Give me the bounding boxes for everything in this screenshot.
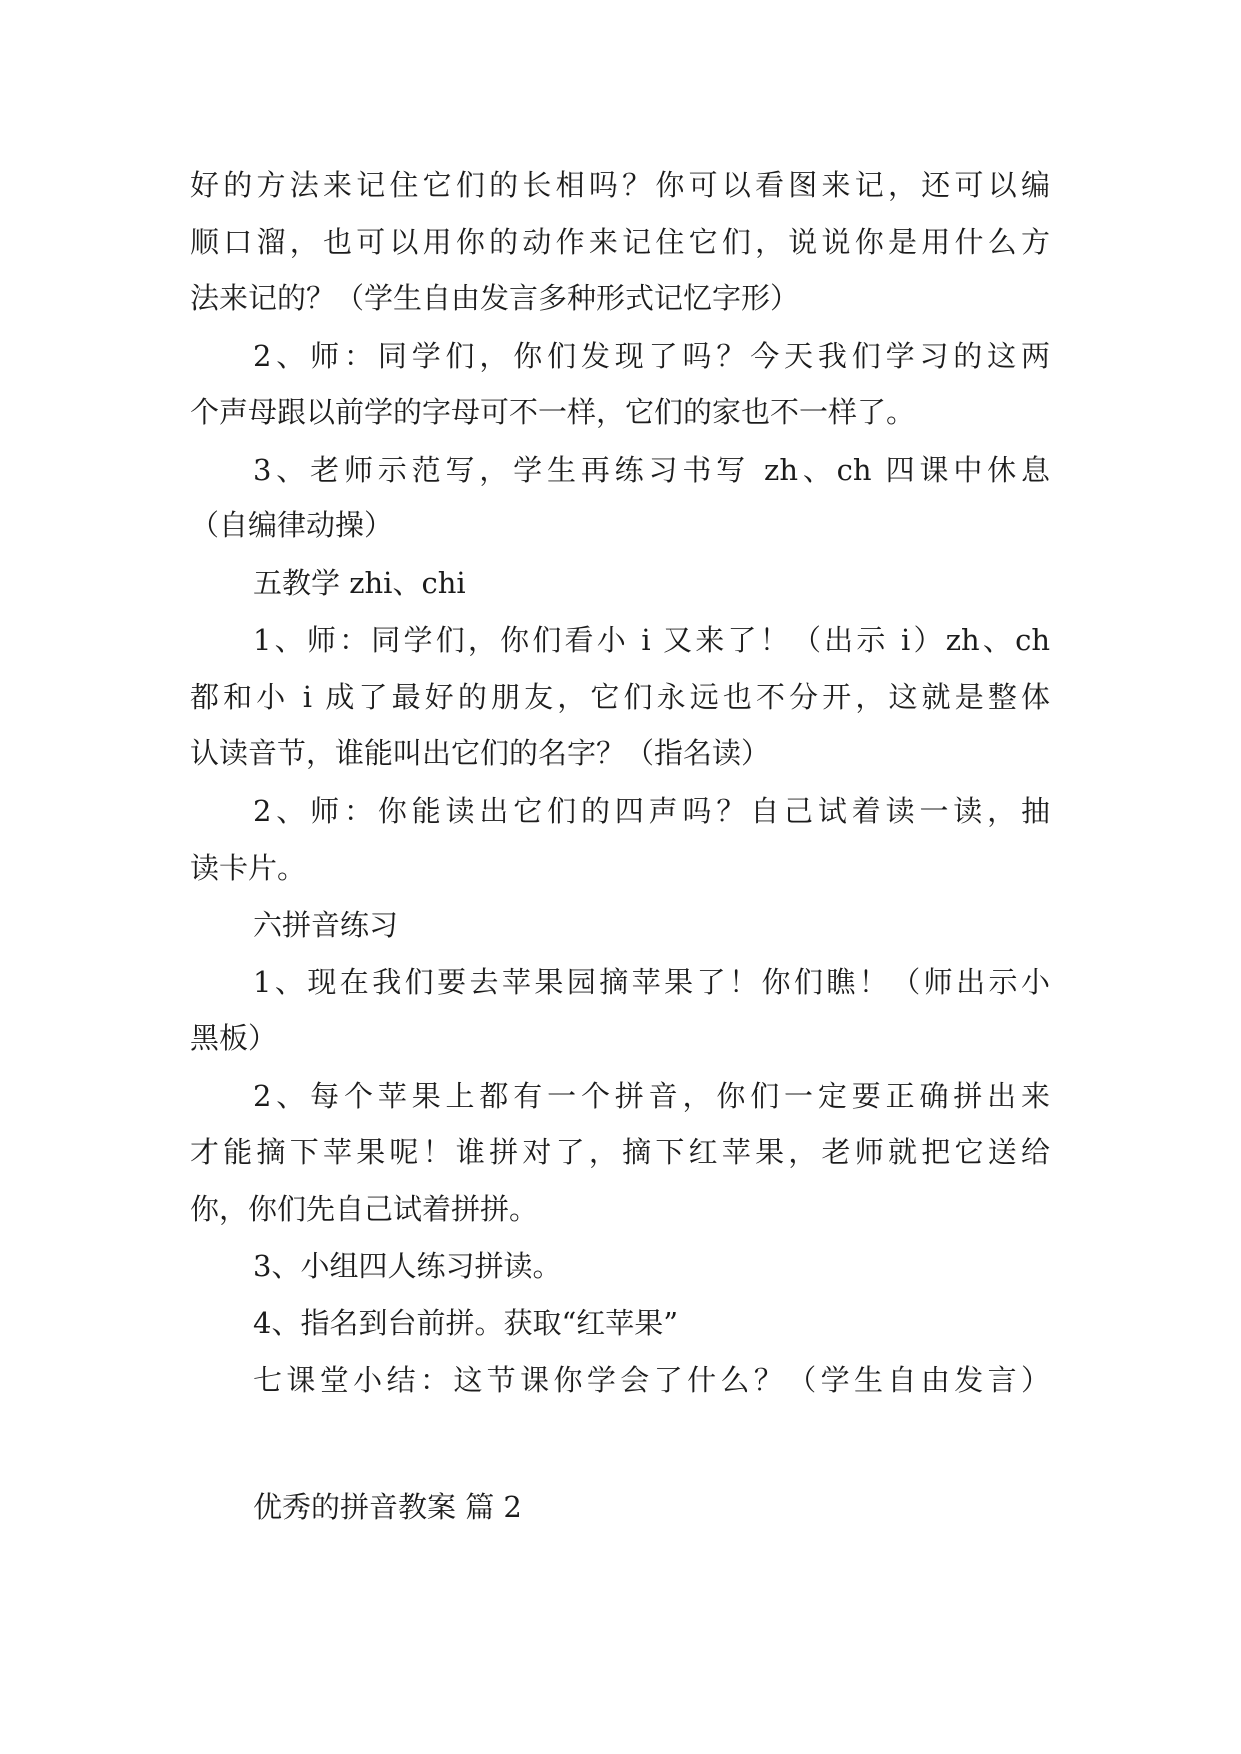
text-line: 1、现在我们要去苹果园摘苹果了！你们瞧！（师出示小 [253, 965, 1050, 999]
text-line: 4、指名到台前拼。获取“红苹果” [253, 1306, 679, 1340]
text-line: （自编律动操） [190, 508, 394, 542]
text-line: 2、每个苹果上都有一个拼音，你们一定要正确拼出来 [253, 1079, 1050, 1113]
text-line: 个声母跟以前学的字母可不一样，它们的家也不一样了。 [190, 395, 916, 429]
section-heading: 五教学 zhi、chi [253, 566, 466, 600]
text-line: 1、师：同学们，你们看小 i 又来了！（出示 i）zh、ch [253, 623, 1050, 657]
section-heading: 六拼音练习 [253, 908, 399, 942]
text-line: 才能摘下苹果呢！谁拼对了，摘下红苹果，老师就把它送给 [190, 1135, 1050, 1169]
text-line: 都和小 i 成了最好的朋友，它们永远也不分开，这就是整体 [190, 680, 1050, 714]
text-line: 你，你们先自己试着拼拼。 [190, 1192, 539, 1226]
text-line: 读卡片。 [190, 851, 307, 885]
text-line: 2、师：你能读出它们的四声吗？自己试着读一读，抽 [253, 794, 1050, 828]
document-title: 优秀的拼音教案 篇 2 [253, 1490, 522, 1524]
text-line: 法来记的？（学生自由发言多种形式记忆字形） [190, 281, 800, 315]
text-line: 顺口溜，也可以用你的动作来记住它们，说说你是用什么方 [190, 225, 1050, 259]
text-line: 黑板） [190, 1021, 278, 1055]
text-line: 2、师：同学们，你们发现了吗？今天我们学习的这两 [253, 339, 1050, 373]
text-line: 认读音节，谁能叫出它们的名字？（指名读） [190, 736, 771, 770]
text-line: 3、小组四人练习拼读。 [253, 1249, 562, 1283]
text-line: 3、老师示范写，学生再练习书写 zh、ch 四课中休息 [253, 453, 1050, 487]
section-heading: 七课堂小结：这节课你学会了什么？（学生自由发言） [253, 1363, 1050, 1397]
text-line: 好的方法来记住它们的长相吗？你可以看图来记，还可以编 [190, 168, 1050, 202]
